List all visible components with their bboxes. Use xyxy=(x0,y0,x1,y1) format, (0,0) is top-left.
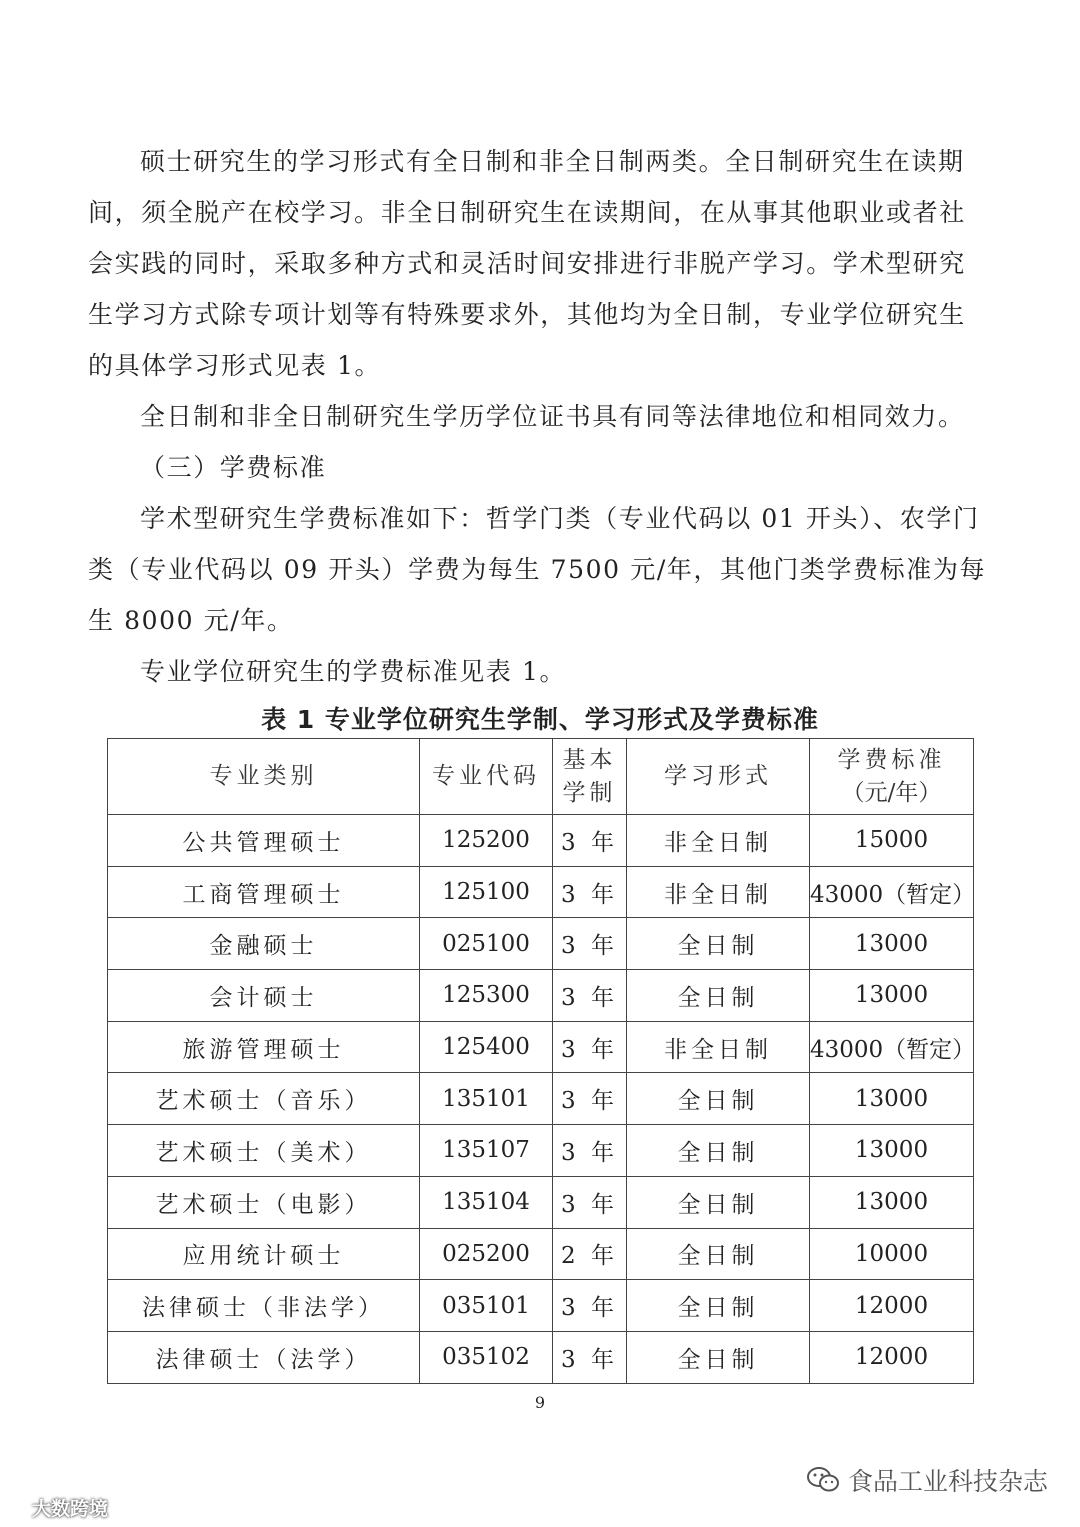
table-row xyxy=(108,866,974,918)
header-fee: 学费标准 （元/年） xyxy=(810,739,974,815)
paragraph-study-forms: 硕士研究生的学习形式有全日制和非全日制两类。全日制研究生在读期间，须全脱产在校学习。非全日制研究生在读期间，在从事其他职业或者社会实践的同时，采取多种方式和灵活时间安排进行非脱产学习。学术型研究生学习方式除专项计划等有特殊要求外，其他均为全日制，专业学位研究生的具体学习形式见表 1。 xyxy=(88,147,966,380)
table-row xyxy=(108,970,974,1022)
table-row xyxy=(108,918,974,970)
cell-fee: 13000 xyxy=(810,1125,974,1177)
cell-category: 艺术硕士（音乐） xyxy=(108,1073,420,1125)
cell-duration: 3 年 xyxy=(553,918,627,970)
table-row xyxy=(108,815,974,867)
header-code: 专业代码 xyxy=(420,739,553,815)
cell-duration: 3 年 xyxy=(553,1073,627,1125)
cell-mode: 全日制 xyxy=(627,1280,810,1332)
cell-mode: 全日制 xyxy=(627,1073,810,1125)
header-duration: 基本 学制 xyxy=(553,739,627,815)
cell-duration: 3 年 xyxy=(553,1331,627,1383)
cell-code: 125200 xyxy=(420,815,553,867)
cell-category: 艺术硕士（电影） xyxy=(108,1176,420,1228)
cell-category: 法律硕士（非法学） xyxy=(108,1280,420,1332)
cell-code: 135107 xyxy=(420,1125,553,1177)
cell-code: 025200 xyxy=(420,1228,553,1280)
cell-code: 135104 xyxy=(420,1176,553,1228)
table-row xyxy=(108,1073,974,1125)
cell-fee: 13000 xyxy=(810,1073,974,1125)
cell-category: 法律硕士（法学） xyxy=(108,1331,420,1383)
cell-code: 025100 xyxy=(420,918,553,970)
paragraph-academic-tuition: 学术型研究生学费标准如下：哲学门类（专业代码以 01 开头）、农学门类（专业代码以 09 开头）学费为每生 7500 元/年，其他门类学费标准为每生 8000 元/年。 xyxy=(88,504,987,635)
cell-fee: 43000（暂定） xyxy=(810,866,974,918)
cell-mode: 非全日制 xyxy=(627,1021,810,1073)
cell-fee: 10000 xyxy=(810,1228,974,1280)
logo-icon xyxy=(6,1496,28,1519)
cell-fee: 13000 xyxy=(810,918,974,970)
cell-fee: 12000 xyxy=(810,1331,974,1383)
table-row xyxy=(108,1331,974,1383)
cell-duration: 3 年 xyxy=(553,970,627,1022)
page-number: 9 xyxy=(534,1393,546,1412)
header-category: 专业类别 xyxy=(108,739,420,815)
cell-category: 会计硕士 xyxy=(108,970,420,1022)
cell-duration: 2 年 xyxy=(553,1228,627,1280)
header-mode: 学习形式 xyxy=(627,739,810,815)
cell-fee: 13000 xyxy=(810,1176,974,1228)
table-row xyxy=(108,1228,974,1280)
cell-code: 125100 xyxy=(420,866,553,918)
cell-mode: 全日制 xyxy=(627,970,810,1022)
table-header-row xyxy=(108,739,974,815)
cell-code: 035102 xyxy=(420,1331,553,1383)
cell-category: 金融硕士 xyxy=(108,918,420,970)
cell-mode: 非全日制 xyxy=(627,815,810,867)
cell-code: 035101 xyxy=(420,1280,553,1332)
cell-mode: 全日制 xyxy=(627,1228,810,1280)
cell-mode: 全日制 xyxy=(627,1176,810,1228)
watermark-right-text: 食品工业科技杂志 xyxy=(847,1467,1048,1496)
paragraph-professional-tuition: 专业学位研究生的学费标准见表 1。 xyxy=(140,657,567,686)
table-title: 表 1 专业学位研究生学制、学习形式及学费标准 xyxy=(261,705,819,734)
cell-mode: 全日制 xyxy=(627,1331,810,1383)
wechat-icon xyxy=(806,1466,840,1494)
cell-code: 125400 xyxy=(420,1021,553,1073)
tuition-table xyxy=(107,738,974,1384)
table-row xyxy=(108,1125,974,1177)
cell-mode: 非全日制 xyxy=(627,866,810,918)
table-body xyxy=(108,815,974,1384)
cell-duration: 3 年 xyxy=(553,1176,627,1228)
cell-code: 125300 xyxy=(420,970,553,1022)
table-row xyxy=(108,1021,974,1073)
section-heading-tuition: （三）学费标准 xyxy=(140,453,327,482)
paragraph-certificate: 全日制和非全日制研究生学历学位证书具有同等法律地位和相同效力。 xyxy=(140,402,965,431)
cell-category: 公共管理硕士 xyxy=(108,815,420,867)
cell-fee: 15000 xyxy=(810,815,974,867)
cell-category: 工商管理硕士 xyxy=(108,866,420,918)
watermark-right xyxy=(806,1462,1048,1498)
watermark-left xyxy=(6,1494,108,1521)
cell-mode: 全日制 xyxy=(627,918,810,970)
cell-category: 应用统计硕士 xyxy=(108,1228,420,1280)
cell-category: 旅游管理硕士 xyxy=(108,1021,420,1073)
cell-category: 艺术硕士（美术） xyxy=(108,1125,420,1177)
table-row xyxy=(108,1176,974,1228)
cell-duration: 3 年 xyxy=(553,1021,627,1073)
table-row xyxy=(108,1280,974,1332)
cell-duration: 3 年 xyxy=(553,815,627,867)
cell-duration: 3 年 xyxy=(553,1280,627,1332)
cell-fee: 13000 xyxy=(810,970,974,1022)
cell-fee: 12000 xyxy=(810,1280,974,1332)
cell-fee: 43000（暂定） xyxy=(810,1021,974,1073)
watermark-left-text: 大数跨境 xyxy=(32,1498,109,1520)
cell-duration: 3 年 xyxy=(553,866,627,918)
cell-duration: 3 年 xyxy=(553,1125,627,1177)
cell-mode: 全日制 xyxy=(627,1125,810,1177)
cell-code: 135101 xyxy=(420,1073,553,1125)
